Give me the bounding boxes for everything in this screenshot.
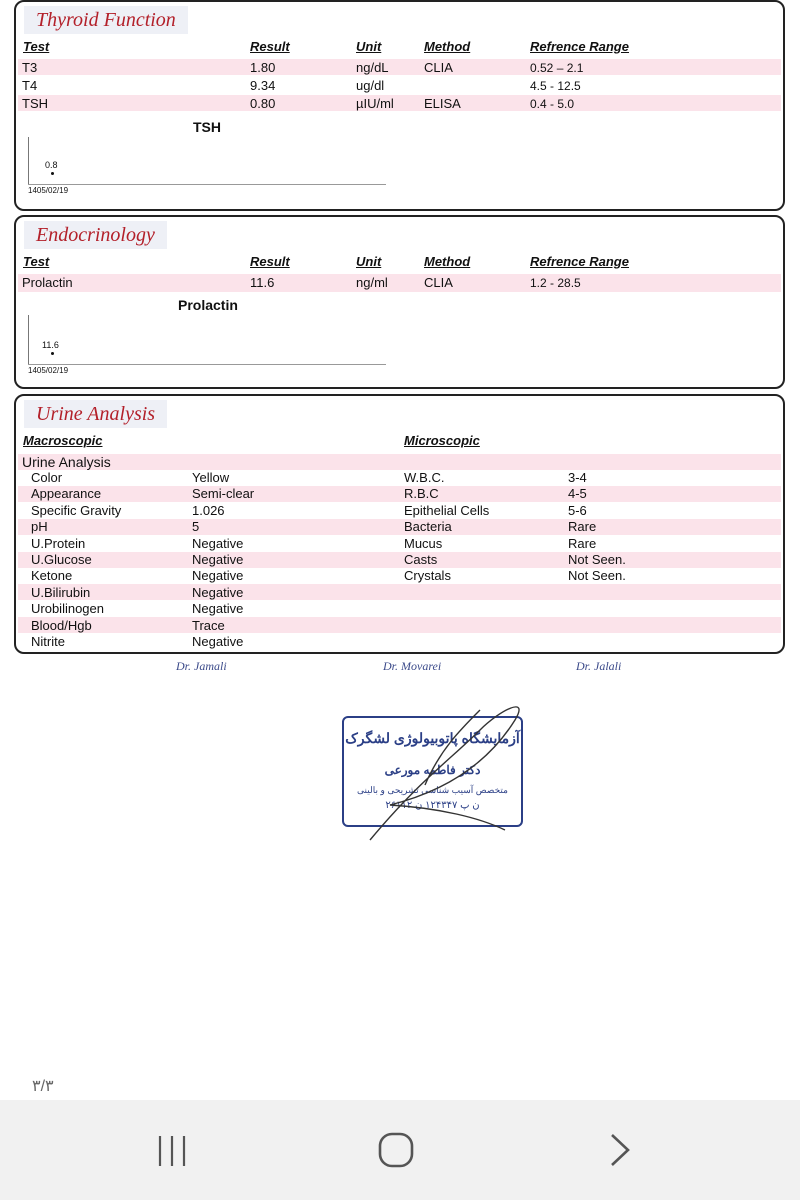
- chart-date-label: 1405/02/19: [28, 366, 69, 375]
- parameter-value: Negative: [192, 601, 244, 617]
- test-range: 4.5 - 12.5: [530, 79, 581, 93]
- parameter-value: Negative: [192, 568, 244, 584]
- test-range: 1.2 - 28.5: [530, 276, 581, 290]
- test-unit: µIU/ml: [356, 96, 394, 111]
- parameter-name: Crystals: [404, 568, 451, 584]
- parameter-name: Ketone: [31, 568, 73, 584]
- test-range: 0.4 - 5.0: [530, 97, 575, 111]
- page-number: ۳/۳: [32, 1078, 54, 1095]
- parameter-value: 5-6: [568, 502, 587, 518]
- parameter-name: Specific Gravity: [31, 502, 122, 518]
- chart-y-axis: [28, 315, 29, 365]
- parameter-value: Not Seen.: [568, 568, 626, 584]
- test-unit: ng/ml: [356, 275, 388, 290]
- parameter-value: Negative: [192, 552, 244, 567]
- test-unit: ug/dl: [356, 78, 385, 93]
- row-band: [18, 486, 781, 502]
- parameter-name: Color: [31, 470, 63, 485]
- chart-x-axis: [28, 184, 386, 185]
- data-point: [51, 352, 54, 355]
- recent-apps-icon[interactable]: [152, 1130, 192, 1170]
- data-label: 0.8: [45, 160, 58, 170]
- macroscopic-header: Macroscopic: [23, 433, 103, 448]
- signature-center: Dr. Movarei: [383, 659, 442, 673]
- row-band: [18, 617, 781, 633]
- parameter-value: 5: [192, 519, 200, 535]
- test-name: T4: [22, 78, 38, 93]
- home-icon[interactable]: [376, 1130, 416, 1170]
- parameter-name: Bacteria: [404, 519, 452, 535]
- parameter-name: Blood/Hgb: [31, 617, 92, 633]
- chart-x-axis: [28, 364, 386, 365]
- test-result: 0.80: [250, 96, 276, 111]
- parameter-value: Trace: [192, 617, 225, 633]
- stamp-doctor-name: دکتر فاطمه مورعی: [384, 763, 481, 777]
- parameter-value: Yellow: [192, 470, 230, 485]
- back-icon[interactable]: [600, 1130, 640, 1170]
- microscopic-header: Microscopic: [404, 433, 480, 448]
- test-result: 11.6: [250, 275, 275, 290]
- test-name: TSH: [22, 96, 48, 111]
- parameter-value: 3-4: [568, 470, 587, 485]
- header-test: Test: [23, 254, 50, 269]
- section-title: Endocrinology: [24, 221, 167, 249]
- chart-date-label: 1405/02/19: [28, 186, 69, 195]
- chart-y-axis: [28, 137, 29, 185]
- parameter-name: U.Glucose: [31, 552, 92, 567]
- parameter-name: U.Protein: [31, 535, 86, 551]
- section-title: Urine Analysis: [24, 400, 167, 428]
- test-range: 0.52 – 2.1: [530, 61, 584, 75]
- handwritten-signature: [330, 690, 550, 850]
- test-result: 9.34: [250, 78, 276, 93]
- test-method: CLIA: [424, 275, 453, 290]
- parameter-value: Not Seen.: [568, 552, 626, 567]
- parameter-value: 4-5: [568, 486, 587, 502]
- row-band: [18, 95, 781, 111]
- parameter-value: Rare: [568, 535, 597, 551]
- parameter-value: Semi-clear: [192, 486, 255, 502]
- stamp-license: ن پ ۱۲۴۳۴۷ ن ۲۶۱۱۲: [385, 800, 480, 811]
- row-band: [18, 584, 781, 600]
- signature-right: Dr. Jalali: [576, 659, 622, 673]
- parameter-name: Nitrite: [31, 634, 65, 649]
- parameter-name: R.B.C: [404, 486, 439, 502]
- chart-title: Prolactin: [178, 297, 238, 313]
- parameter-name: Epithelial Cells: [404, 502, 490, 518]
- test-unit: ng/dL: [356, 60, 389, 75]
- parameter-value: Rare: [568, 519, 597, 535]
- stamp-lab-name: آزمایشگاه پاتوبیولوژی لشگرک: [345, 730, 520, 746]
- row-band: [18, 274, 781, 292]
- test-method: CLIA: [424, 60, 453, 75]
- header-unit: Unit: [356, 39, 382, 54]
- parameter-name: pH: [31, 519, 48, 535]
- parameter-name: Urobilinogen: [31, 601, 104, 617]
- stamp-specialty: متخصص آسیب شناسی تشریحی و بالینی: [357, 785, 508, 795]
- section-title: Thyroid Function: [24, 6, 188, 34]
- parameter-value: Negative: [192, 634, 244, 649]
- data-point: [51, 172, 54, 175]
- parameter-name: Mucus: [404, 535, 443, 551]
- parameter-value: Negative: [192, 535, 244, 551]
- parameter-value: 1.026: [192, 502, 225, 518]
- urine-analysis-panel: [14, 394, 785, 654]
- parameter-name: U.Bilirubin: [31, 584, 91, 600]
- test-name: Prolactin: [22, 275, 73, 290]
- row-band: [18, 454, 781, 470]
- data-label: 11.6: [42, 340, 59, 350]
- header-range: Refrence Range: [530, 39, 629, 54]
- test-result: 1.80: [250, 60, 276, 75]
- signature-left: Dr. Jamali: [176, 659, 227, 673]
- row-band: [18, 519, 781, 535]
- system-navigation-bar: [0, 1100, 800, 1200]
- test-name: T3: [22, 60, 38, 75]
- chart-title: TSH: [193, 119, 221, 135]
- row-band: [18, 552, 781, 568]
- parameter-value: Negative: [192, 584, 244, 600]
- parameter-name: W.B.C.: [404, 470, 445, 485]
- header-result: Result: [250, 254, 290, 269]
- header-result: Result: [250, 39, 290, 54]
- header-method: Method: [424, 39, 471, 54]
- header-unit: Unit: [356, 254, 382, 269]
- endocrinology-panel: [14, 215, 785, 389]
- group-label: Urine Analysis: [22, 454, 111, 470]
- header-range: Refrence Range: [530, 254, 629, 269]
- parameter-name: Casts: [404, 552, 438, 567]
- row-band: [18, 59, 781, 75]
- thyroid-function-panel: [14, 0, 785, 211]
- header-test: Test: [23, 39, 50, 54]
- test-method: ELISA: [424, 96, 461, 111]
- parameter-name: Appearance: [31, 486, 102, 502]
- header-method: Method: [424, 254, 471, 269]
